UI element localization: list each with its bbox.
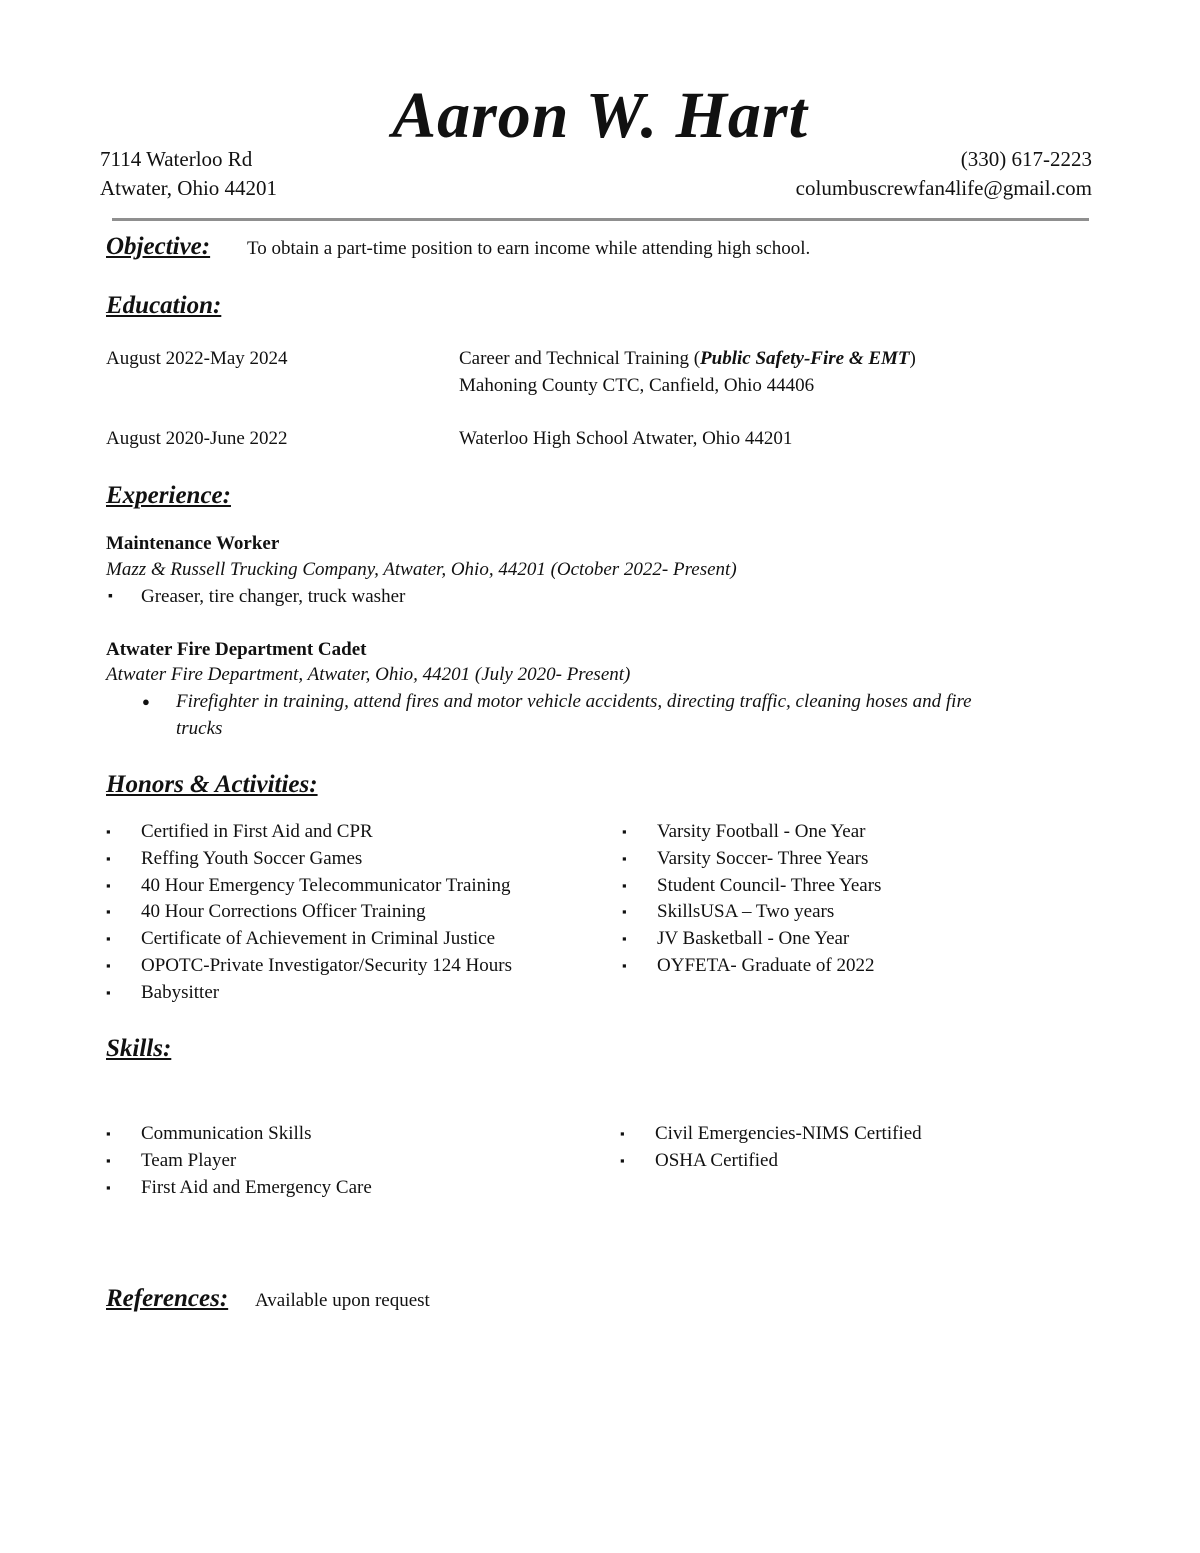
list-item: ▪ Civil Emergencies-NIMS Certified — [620, 1121, 922, 1148]
bullet-icon: ▪ — [622, 904, 627, 920]
bullet-icon: ▪ — [620, 1152, 625, 1168]
honors-heading: Honors & Activities: — [106, 771, 318, 798]
address-line-2: Atwater, Ohio 44201 — [100, 176, 278, 200]
program-emphasis: Public Safety-Fire & EMT — [700, 348, 910, 369]
list-item: ▪ Varsity Football - One Year — [622, 819, 881, 846]
job-duties-2-line-2: trucks — [176, 718, 223, 739]
bullet-icon: ▪ — [106, 931, 111, 947]
job-title-1: Maintenance Worker — [106, 533, 280, 554]
bullet-icon: ▪ — [106, 904, 111, 920]
skills-list-right — [620, 1121, 922, 1175]
education-school-2: Waterloo High School Atwater, Ohio 44201 — [459, 428, 793, 449]
bullet-icon: ▪ — [106, 957, 111, 973]
bullet-icon: ▪ — [106, 850, 111, 866]
list-item: ▪ Varsity Soccer- Three Years — [622, 846, 881, 873]
references-text: Available upon request — [255, 1290, 430, 1311]
list-item: ▪ Certificate of Achievement in Criminal Justice — [106, 926, 512, 953]
list-item: ▪ Certified in First Aid and CPR — [106, 819, 512, 846]
round-bullet-icon: ● — [142, 694, 150, 709]
list-item: ▪ First Aid and Emergency Care — [106, 1175, 372, 1202]
list-item: ▪ OYFETA- Graduate of 2022 — [622, 953, 881, 980]
email-address: columbuscrewfan4life@gmail.com — [795, 176, 1092, 200]
education-program-1: Career and Technical Training (Public Safety-Fire & EMT) — [459, 348, 916, 369]
address-line-1: 7114 Waterloo Rd — [100, 147, 253, 171]
header-divider — [112, 218, 1089, 221]
list-item: ▪ Team Player — [106, 1148, 372, 1175]
education-dates-1: August 2022-May 2024 — [106, 348, 288, 369]
objective-text: To obtain a part-time position to earn income while attending high school. — [247, 238, 811, 259]
bullet-icon: ▪ — [622, 931, 627, 947]
objective-heading: Objective: — [106, 233, 211, 260]
job-duties-2-line-1: Firefighter in training, attend fires and motor vehicle accidents, directing traffic, cleaning hoses and fire — [176, 691, 972, 712]
honors-list-right — [622, 819, 881, 980]
job-employer-2: Atwater Fire Department, Atwater, Ohio, 44201 (July 2020- Present) — [106, 664, 631, 685]
list-item: ▪ 40 Hour Corrections Officer Training — [106, 899, 512, 926]
job-duties-1: Greaser, tire changer, truck washer — [141, 586, 406, 607]
list-item: ▪ OPOTC-Private Investigator/Security 124 Hours — [106, 953, 512, 980]
job-title-2: Atwater Fire Department Cadet — [106, 639, 367, 660]
list-item: ▪ Communication Skills — [106, 1121, 372, 1148]
bullet-icon: ▪ — [106, 877, 111, 893]
experience-heading: Experience: — [106, 482, 231, 509]
education-dates-2: August 2020-June 2022 — [106, 428, 288, 449]
skills-list-left — [106, 1121, 372, 1201]
skills-heading: Skills: — [106, 1035, 172, 1062]
candidate-name: Aaron W. Hart — [392, 79, 808, 152]
bullet-icon: ▪ — [106, 1126, 111, 1141]
references-heading: References: — [106, 1285, 229, 1312]
bullet-icon: ▪ — [620, 1126, 625, 1141]
list-item: ▪ SkillsUSA – Two years — [622, 899, 881, 926]
phone-number: (330) 617-2223 — [960, 147, 1092, 171]
bullet-icon: ▪ — [106, 824, 111, 839]
bullet-icon: ▪ — [106, 984, 111, 1000]
education-heading: Education: — [106, 292, 222, 319]
bullet-icon: ▪ — [106, 1152, 111, 1168]
bullet-icon: ▪ — [622, 850, 627, 866]
honors-list-left — [106, 819, 512, 1007]
list-item: ▪ Student Council- Three Years — [622, 873, 881, 900]
bullet-icon: ▪ — [622, 877, 627, 893]
bullet-icon: ▪ — [622, 957, 627, 973]
list-item: ▪ OSHA Certified — [620, 1148, 922, 1175]
bullet-icon: ▪ — [106, 1179, 111, 1195]
job-employer-1: Mazz & Russell Trucking Company, Atwater, Ohio, 44201 (October 2022- Present) — [106, 559, 737, 580]
list-item: ▪ Reffing Youth Soccer Games — [106, 846, 512, 873]
bullet-icon: ▪ — [108, 589, 113, 604]
education-school-1: Mahoning County CTC, Canfield, Ohio 44406 — [459, 375, 815, 396]
list-item: ▪ JV Basketball - One Year — [622, 926, 881, 953]
bullet-icon: ▪ — [622, 824, 627, 839]
list-item: ▪ Babysitter — [106, 980, 512, 1007]
list-item: ▪ 40 Hour Emergency Telecommunicator Training — [106, 873, 512, 900]
